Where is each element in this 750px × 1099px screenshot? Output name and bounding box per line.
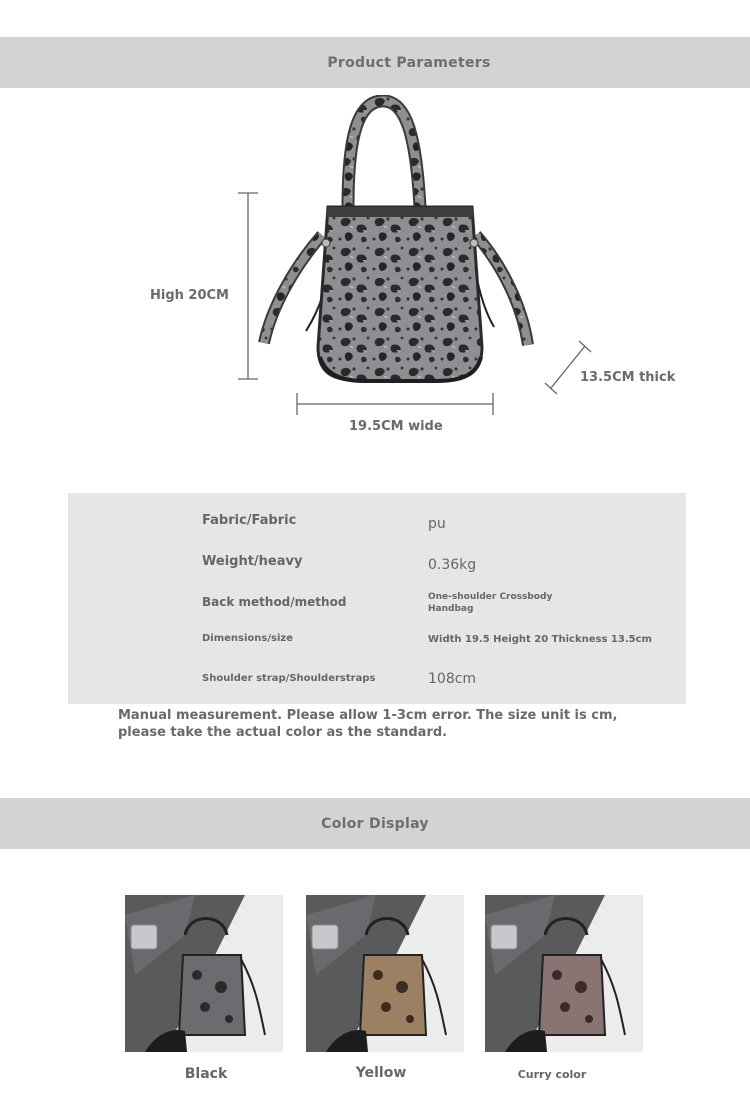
height-label: High 20CM [150,288,229,303]
color-display-title: Color Display [321,815,429,832]
swatch-label-yellow: Yellow [355,1065,407,1081]
note-line-2: please take the actual color as the standard. [118,725,448,740]
product-parameters-title: Product Parameters [327,54,491,71]
swatch-label-curry: Curry color [517,1068,587,1081]
spec-key: Weight/heavy [202,554,303,569]
spec-key: Back method/method [202,595,347,609]
measurement-note [118,707,638,741]
note-line-1: Manual measurement. Please allow 1-3cm error. The size unit is cm, [118,708,618,723]
spec-value-line1: One-shoulder Crossbody [428,592,553,602]
swatch-label-black: Black [184,1066,228,1082]
swatch-curry-image[interactable] [485,895,643,1052]
spec-value-line2: Handbag [428,604,474,614]
spec-table [68,493,686,704]
swatch-black-image[interactable] [125,895,283,1052]
spec-value: 0.36kg [428,557,477,573]
dimension-lines [0,0,750,460]
spec-value: pu [428,516,446,532]
width-label: 19.5CM wide [349,419,443,434]
spec-value: 108cm [428,671,477,687]
spec-key: Shoulder strap/Shoulderstraps [202,673,376,684]
spec-value: Width 19.5 Height 20 Thickness 13.5cm [428,634,652,645]
spec-key: Fabric/Fabric [202,513,297,528]
color-display-header [0,798,750,849]
spec-key: Dimensions/size [202,633,294,644]
thickness-label: 13.5CM thick [580,370,676,385]
swatch-yellow-image[interactable] [306,895,464,1052]
